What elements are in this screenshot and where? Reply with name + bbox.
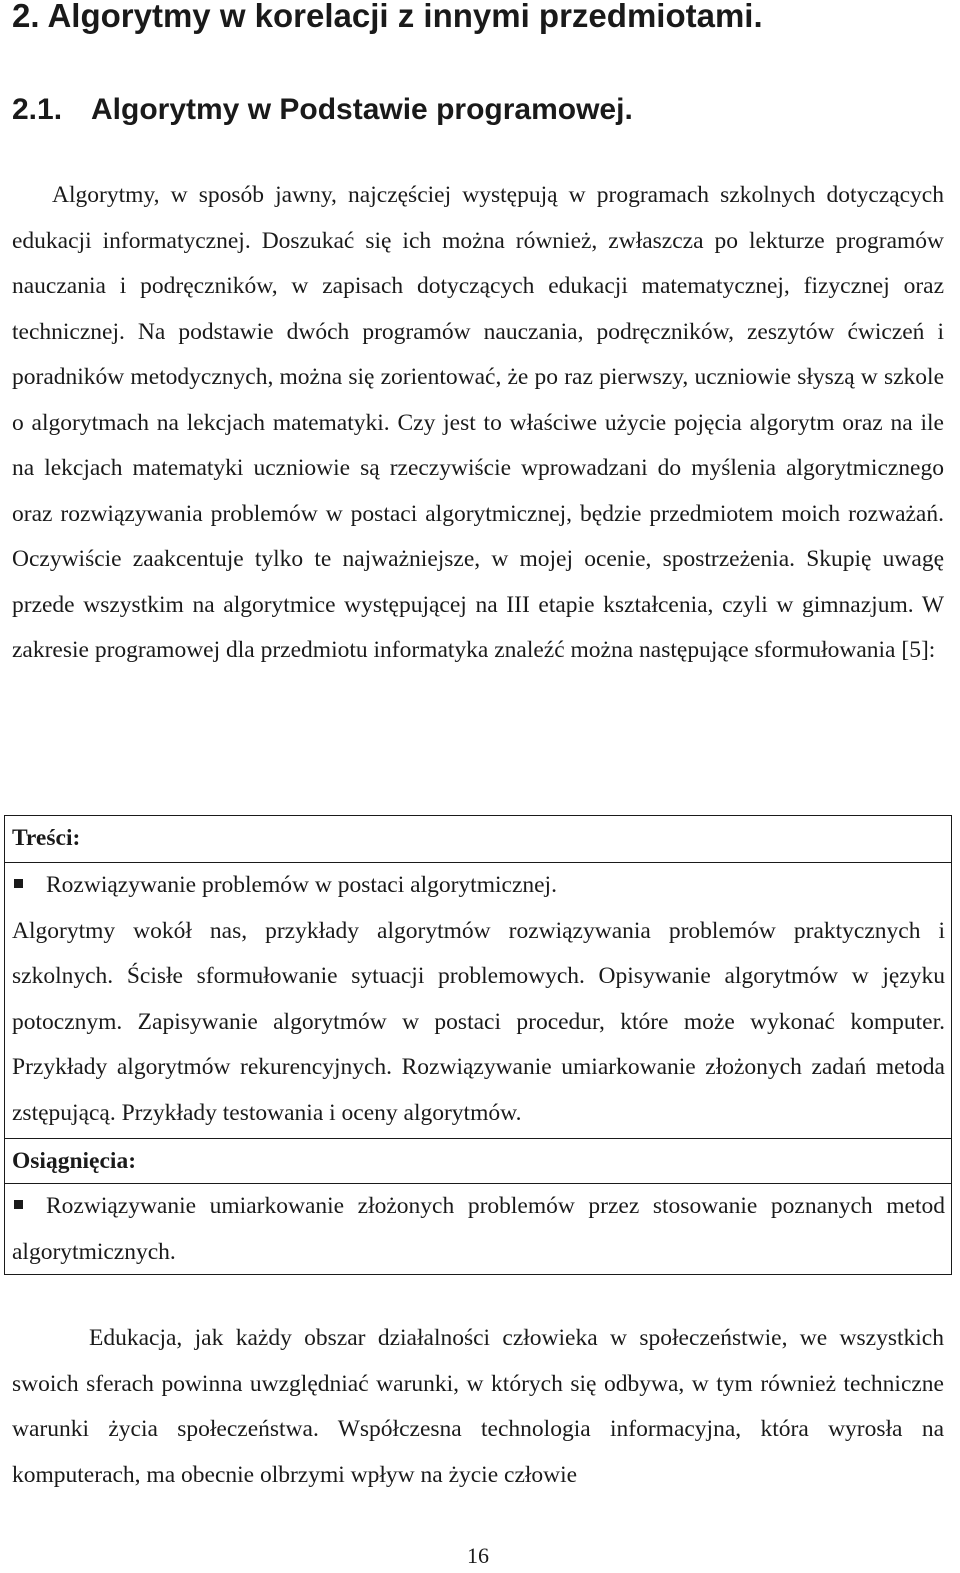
achievements-bullet-item <box>5 1184 951 1275</box>
content-body-row <box>5 863 951 1138</box>
page-number: 16 <box>467 1543 489 1568</box>
content-heading: Treści: <box>12 825 81 851</box>
achievements-heading: Osiągnięcia: <box>12 1148 137 1174</box>
chapter-heading: 2. Algorytmy w korelacji z innymi przedmiotami. <box>12 0 763 34</box>
content-bullet-text: Rozwiązywanie problemów w postaci algorytmicznej. <box>46 872 557 898</box>
content-bullet-item <box>5 863 951 909</box>
square-bullet-icon <box>14 879 23 888</box>
content-heading-row <box>5 816 951 863</box>
section-number: 2.1. <box>12 93 63 126</box>
section-heading <box>12 88 633 132</box>
section-title: Algorytmy w Podstawie programowej. <box>91 93 633 126</box>
achievements-bullet-text: Rozwiązywanie umiarkowanie złożonych problemów przez stosowanie poznanych metod algorytmicznych. <box>12 1193 945 1265</box>
education-paragraph: Edukacja, jak każdy obszar działalności człowieka w społeczeństwie, we wszystkich swoich sferach powinna uwzględniać warunki, w których się odbywa, w tym również techniczne warunki życia społeczeństwa. Współczesna technologia informacyjna, która wyrosła na komputerach, ma obecnie olbrzymi wpływ na życie człowie <box>12 1325 944 1488</box>
square-bullet-icon <box>14 1200 23 1209</box>
content-description: Algorytmy wokół nas, przykłady algorytmów rozwiązywania problemów praktycznych i szkolnych. Ścisłe sformułowanie sytuacji problemowych. Opisywanie algorytmów w języku potocznym. Zapisywanie algorytmów w postaci procedur, które może wykonać komputer. Przykłady algorytmów rekurencyjnych. Rozwiązywanie umiarkowanie złożonych zadań metoda zstępującą. Przykłady testowania i oceny algorytmów. <box>12 917 945 1126</box>
intro-paragraph: Algorytmy, w sposób jawny, najczęściej występują w programach szkolnych dotyczących edukacji informatycznej. Doszukać się ich można również, zwłaszcza po lekturze programów nauczania i podręczników, w zapisach dotyczących edukacji matematycznej, fizycznej oraz technicznej. Na podstawie dwóch programów nauczania, podręczników, zeszytów ćwiczeń i poradników metodycznych, można się zorientować, że po raz pierwszy, uczniowie słyszą w szkole o algorytmach na lekcjach matematyki. Czy jest to właściwe użycie pojęcia algorytm oraz na ile na lekcjach matematyki uczniowie są rzeczywiście wprowadzani do myślenia algorytmicznego oraz rozwiązywania problemów w postaci algorytmicznej, będzie przedmiotem moich rozważań. Oczywiście zaakcentuje tylko te najważniejsze, w mojej ocenie, spostrzeżenia. Skupię uwagę przede wszystkim na algorytmice występującej na III etapie kształcenia, czyli w gimnazjum. W zakresie programowej dla przedmiotu informatyka znaleźć można następujące sformułowania [5]: <box>12 182 944 663</box>
curriculum-box <box>4 815 952 1275</box>
achievements-heading-row <box>5 1138 951 1184</box>
achievements-body-row <box>5 1184 951 1276</box>
